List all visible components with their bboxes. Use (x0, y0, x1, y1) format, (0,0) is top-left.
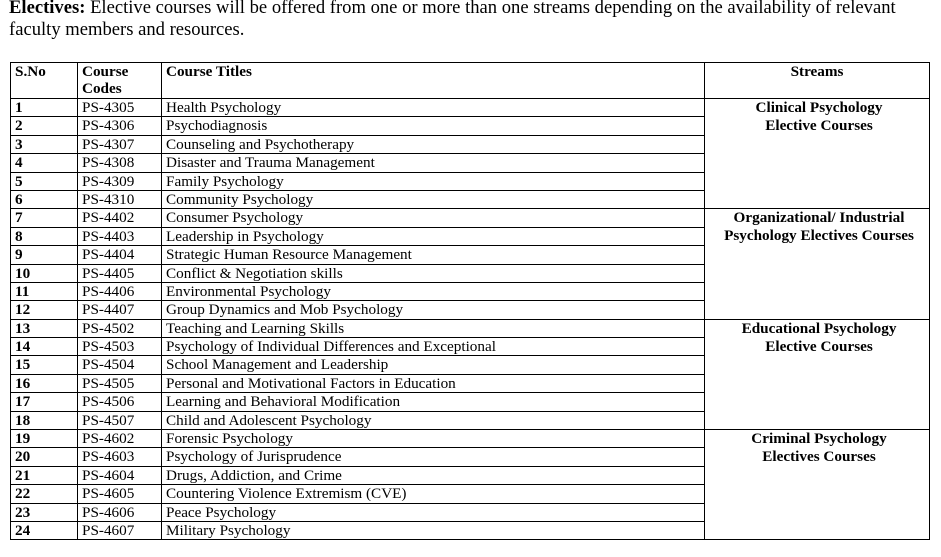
row-course-code: PS-4506 (78, 393, 162, 411)
row-course-code: PS-4307 (78, 135, 162, 153)
stream-label-line2: Elective Courses (765, 337, 873, 355)
stream-cell (705, 209, 930, 319)
row-course-title: Learning and Behavioral Modification (162, 393, 705, 411)
row-sno: 21 (11, 466, 78, 484)
row-sno: 10 (11, 264, 78, 282)
electives-intro (9, 0, 934, 40)
row-sno: 3 (11, 135, 78, 153)
row-course-code: PS-4406 (78, 282, 162, 300)
row-course-title: Countering Violence Extremism (CVE) (162, 485, 705, 503)
header-course-titles: Course Titles (162, 63, 705, 99)
row-sno: 14 (11, 338, 78, 356)
row-sno: 8 (11, 227, 78, 245)
row-course-title: Strategic Human Resource Management (162, 246, 705, 264)
row-course-title: Child and Adolescent Psychology (162, 411, 705, 429)
elective-courses-table (10, 62, 930, 540)
row-sno: 11 (11, 282, 78, 300)
row-sno: 1 (11, 99, 78, 117)
row-sno: 24 (11, 521, 78, 539)
row-sno: 16 (11, 374, 78, 392)
row-course-code: PS-4603 (78, 448, 162, 466)
stream-cell (705, 430, 930, 540)
row-sno: 7 (11, 209, 78, 227)
row-course-title: Psychodiagnosis (162, 117, 705, 135)
row-sno: 5 (11, 172, 78, 190)
row-course-code: PS-4306 (78, 117, 162, 135)
table-body (11, 99, 930, 540)
row-course-code: PS-4507 (78, 411, 162, 429)
row-course-code: PS-4505 (78, 374, 162, 392)
row-course-code: PS-4405 (78, 264, 162, 282)
row-course-title: Psychology of Individual Differences and Exceptional (162, 338, 705, 356)
row-sno: 20 (11, 448, 78, 466)
row-course-title: Community Psychology (162, 190, 705, 208)
row-course-title: Environmental Psychology (162, 282, 705, 300)
stream-label-line2: Psychology Electives Courses (724, 227, 914, 245)
electives-label: Electives: (9, 0, 86, 18)
row-sno: 13 (11, 319, 78, 337)
row-sno: 9 (11, 246, 78, 264)
row-course-title: Teaching and Learning Skills (162, 319, 705, 337)
row-course-code: PS-4404 (78, 246, 162, 264)
electives-description: Elective courses will be offered from one or more than one streams depending on the availability of relevant faculty members and resources. (9, 0, 896, 40)
row-sno: 2 (11, 117, 78, 135)
stream-label-line1: Clinical Psychology (755, 99, 883, 116)
row-course-title: Family Psychology (162, 172, 705, 190)
table-row (11, 99, 930, 117)
row-sno: 23 (11, 503, 78, 521)
row-course-code: PS-4407 (78, 301, 162, 319)
row-course-title: School Management and Leadership (162, 356, 705, 374)
row-course-code: PS-4605 (78, 485, 162, 503)
table-header-row (11, 63, 930, 99)
stream-cell (705, 99, 930, 209)
row-course-title: Leadership in Psychology (162, 227, 705, 245)
row-course-code: PS-4308 (78, 154, 162, 172)
row-course-code: PS-4604 (78, 466, 162, 484)
stream-label-line2: Electives Courses (762, 448, 876, 466)
table-row (11, 209, 930, 227)
row-course-code: PS-4504 (78, 356, 162, 374)
row-sno: 12 (11, 301, 78, 319)
row-course-title: Conflict & Negotiation skills (162, 264, 705, 282)
row-course-title: Military Psychology (162, 521, 705, 539)
row-sno: 4 (11, 154, 78, 172)
row-course-code: PS-4607 (78, 521, 162, 539)
row-sno: 22 (11, 485, 78, 503)
row-course-title: Group Dynamics and Mob Psychology (162, 301, 705, 319)
stream-label-line1: Educational Psychology (741, 319, 897, 337)
row-course-code: PS-4403 (78, 227, 162, 245)
row-sno: 19 (11, 430, 78, 448)
stream-label-line1: Organizational/ Industrial (733, 209, 905, 227)
row-course-code: PS-4606 (78, 503, 162, 521)
row-course-code: PS-4502 (78, 319, 162, 337)
row-course-title: Psychology of Jurisprudence (162, 448, 705, 466)
row-course-title: Personal and Motivational Factors in Education (162, 374, 705, 392)
row-course-code: PS-4402 (78, 209, 162, 227)
row-course-title: Consumer Psychology (162, 209, 705, 227)
stream-label-line2: Elective Courses (765, 117, 873, 134)
stream-cell (705, 319, 930, 429)
row-sno: 18 (11, 411, 78, 429)
row-course-code: PS-4602 (78, 430, 162, 448)
header-course-codes-label: Course Codes (82, 63, 129, 98)
header-course-codes (78, 63, 162, 99)
row-sno: 17 (11, 393, 78, 411)
row-course-code: PS-4503 (78, 338, 162, 356)
row-course-code: PS-4309 (78, 172, 162, 190)
row-course-code: PS-4310 (78, 190, 162, 208)
row-course-title: Counseling and Psychotherapy (162, 135, 705, 153)
row-course-title: Health Psychology (162, 99, 705, 117)
row-course-title: Disaster and Trauma Management (162, 154, 705, 172)
row-sno: 15 (11, 356, 78, 374)
row-sno: 6 (11, 190, 78, 208)
header-streams: Streams (705, 63, 930, 99)
table-row (11, 430, 930, 448)
row-course-title: Peace Psychology (162, 503, 705, 521)
stream-label-line1: Criminal Psychology (751, 430, 887, 448)
row-course-code: PS-4305 (78, 99, 162, 117)
row-course-title: Drugs, Addiction, and Crime (162, 466, 705, 484)
table-row (11, 319, 930, 337)
row-course-title: Forensic Psychology (162, 430, 705, 448)
header-sno: S.No (11, 63, 78, 99)
